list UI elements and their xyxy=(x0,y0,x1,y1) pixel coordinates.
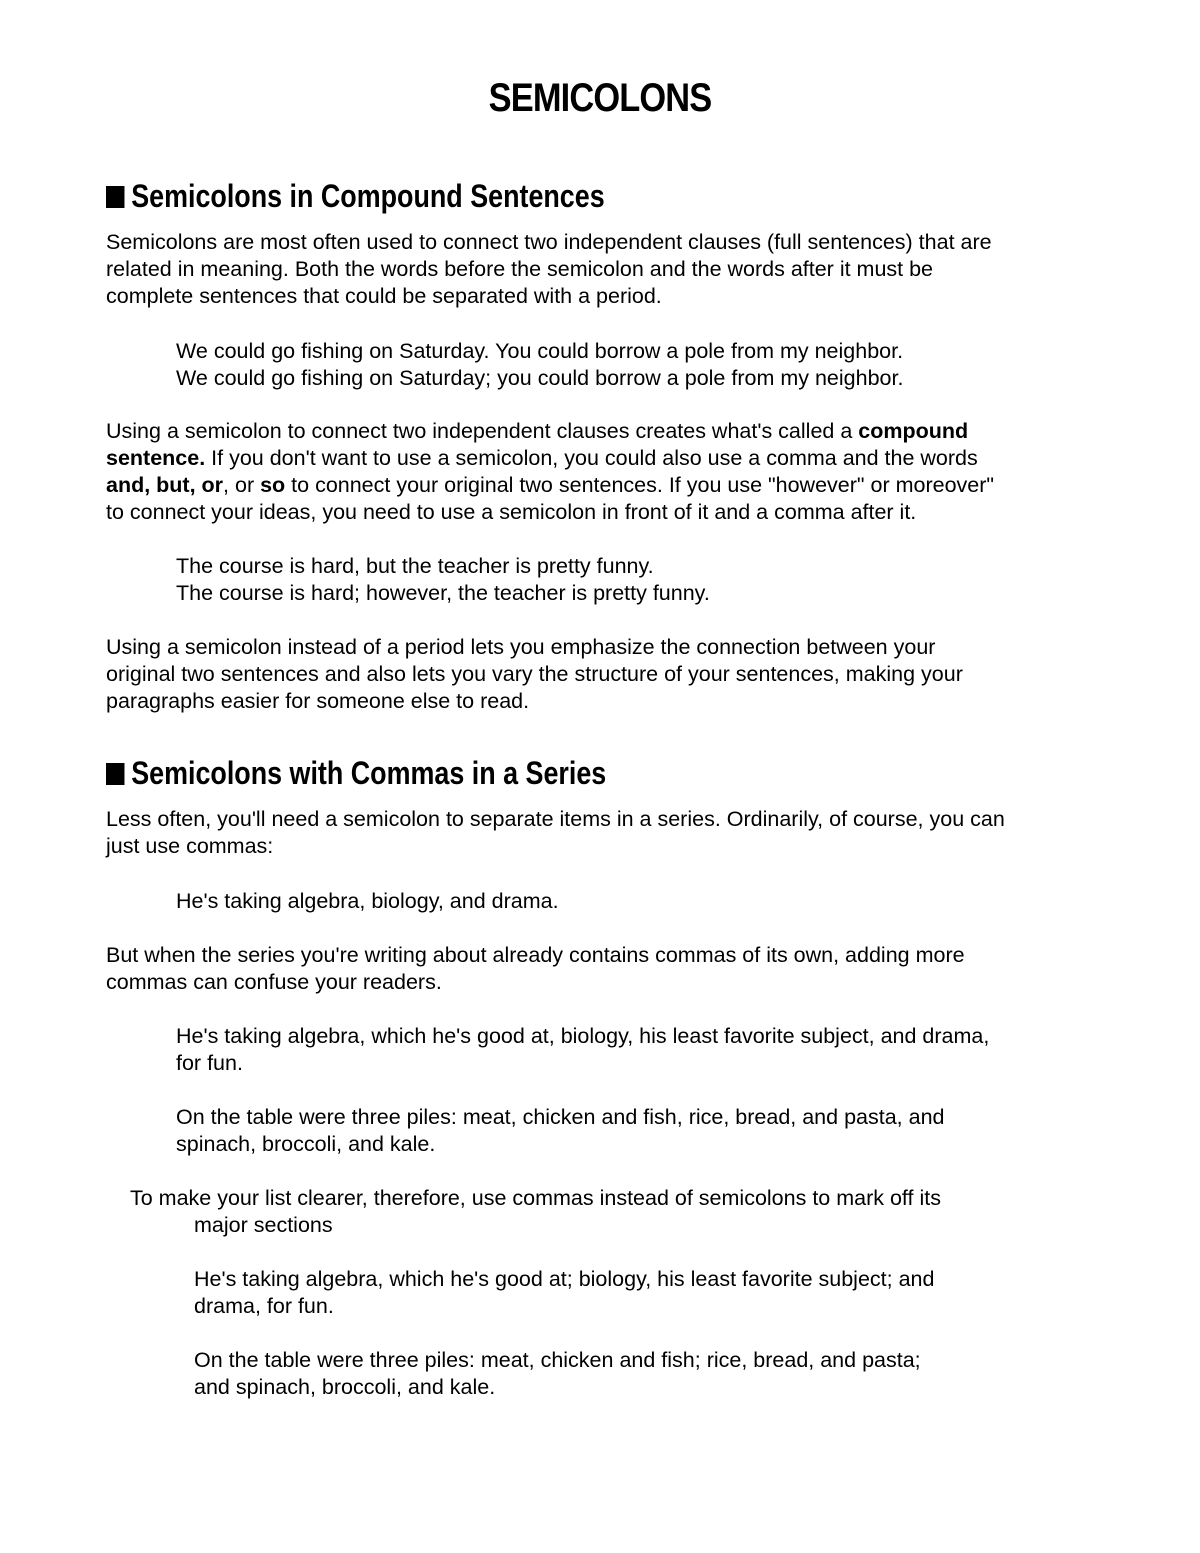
paragraph xyxy=(106,418,1106,526)
example-block xyxy=(176,338,1176,392)
paragraph xyxy=(106,942,1106,996)
square-bullet-icon xyxy=(106,186,124,208)
example-line: spinach, broccoli, and kale. xyxy=(176,1132,436,1156)
text-line: commas can confuse your readers. xyxy=(106,970,442,994)
text-line: Less often, you'll need a semicolon to separate items in a series. Ordinarily, of course, you can xyxy=(106,807,1005,831)
text-run: If you don't want to use a semicolon, you could also use a comma and the words xyxy=(205,446,978,470)
text-line: major sections xyxy=(194,1213,333,1237)
text-line: to connect your ideas, you need to use a semicolon in front of it and a comma after it. xyxy=(106,500,917,524)
example-line: He's taking algebra, which he's good at, biology, his least favorite subject, and drama, xyxy=(176,1024,990,1048)
text-line xyxy=(106,445,1106,472)
example-line: We could go fishing on Saturday; you could borrow a pole from my neighbor. xyxy=(176,366,904,390)
section-heading-series xyxy=(106,753,606,793)
text-line: related in meaning. Both the words before the semicolon and the words after it must be xyxy=(106,257,934,281)
page-title: SEMICOLONS xyxy=(488,76,712,120)
text-line xyxy=(106,472,1106,499)
paragraph xyxy=(106,806,1106,860)
text-run: Using a semicolon to connect two independent clauses creates what's called a xyxy=(106,419,859,443)
square-bullet-icon xyxy=(106,763,124,785)
text-run: , or xyxy=(223,473,261,497)
bold-term: so xyxy=(260,473,286,497)
text-line xyxy=(106,418,1106,445)
example-line: The course is hard, but the teacher is pretty funny. xyxy=(176,554,654,578)
bold-term: and, but, or xyxy=(106,473,224,497)
text-line: paragraphs easier for someone else to read. xyxy=(106,689,530,713)
section-heading-text: Semicolons with Commas in a Series xyxy=(131,755,607,791)
example-line: drama, for fun. xyxy=(194,1294,334,1318)
example-line: On the table were three piles: meat, chicken and fish, rice, bread, and pasta, and xyxy=(176,1105,945,1129)
text-line: complete sentences that could be separated with a period. xyxy=(106,284,662,308)
example-block xyxy=(176,1023,1176,1077)
text-line: Using a semicolon instead of a period lets you emphasize the connection between your xyxy=(106,635,936,659)
paragraph xyxy=(106,229,1106,310)
bold-term: compound xyxy=(858,419,969,443)
text-line: Semicolons are most often used to connect two independent clauses (full sentences) that are xyxy=(106,230,992,254)
text-line: original two sentences and also lets you vary the structure of your sentences, making your xyxy=(106,662,963,686)
section-heading-compound xyxy=(106,176,605,216)
example-line: The course is hard; however, the teacher is pretty funny. xyxy=(176,581,710,605)
example-line: He's taking algebra, biology, and drama. xyxy=(176,889,559,913)
example-line: and spinach, broccoli, and kale. xyxy=(194,1375,496,1399)
example-block xyxy=(176,1104,1176,1158)
text-line: just use commas: xyxy=(106,834,274,858)
example-block xyxy=(176,553,1176,607)
example-block xyxy=(176,888,1176,915)
text-run: to connect your original two sentences. If you use "however" or moreover" xyxy=(285,473,995,497)
example-line: On the table were three piles: meat, chicken and fish; rice, bread, and pasta; xyxy=(194,1348,921,1372)
example-block xyxy=(194,1347,1194,1401)
example-block xyxy=(194,1266,1194,1320)
example-line: He's taking algebra, which he's good at; biology, his least favorite subject; and xyxy=(194,1267,935,1291)
text-line: But when the series you're writing about already contains commas of its own, adding more xyxy=(106,943,965,967)
example-line: We could go fishing on Saturday. You could borrow a pole from my neighbor. xyxy=(176,339,904,363)
paragraph xyxy=(106,634,1106,715)
text-line: To make your list clearer, therefore, use commas instead of semicolons to mark off its xyxy=(130,1186,941,1210)
paragraph xyxy=(130,1185,1130,1239)
example-line: for fun. xyxy=(176,1051,243,1075)
bold-term: sentence. xyxy=(106,446,206,470)
section-heading-text: Semicolons in Compound Sentences xyxy=(131,178,605,214)
